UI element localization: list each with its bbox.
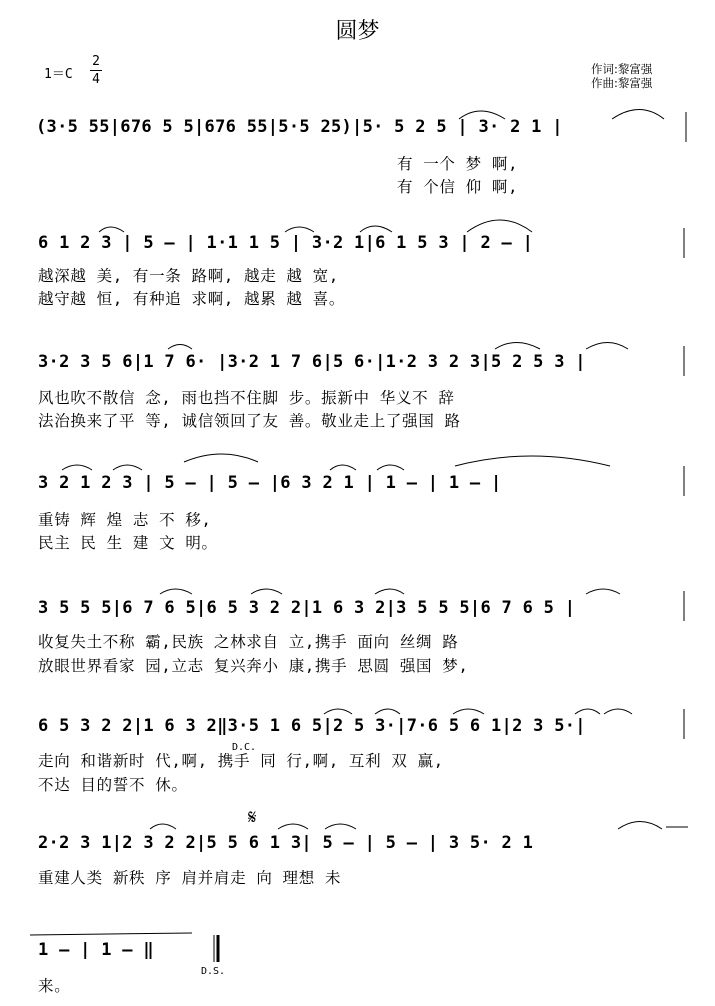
slur-1 [459,111,505,119]
slur-6 [467,220,532,232]
notes-system-7: 2·2 3 1|2 3 2 2|5 5 6 1 3| 5 – | 5 – | 3 5· 2 1 [38,833,534,853]
lyrics-system-8-verse-1: 来。 [38,977,71,995]
lyrics-system-1-verse-2: 有 个信 仰 啊, [397,178,519,196]
lyrics-system-6-verse-2: 不达 目的誓不 休。 [38,776,188,794]
lyrics-system-7-verse-1: 重建人类 新秩 序 肩并肩走 向 理想 未 [38,869,342,887]
slur-12 [184,454,258,462]
slur-17 [251,589,282,594]
lyrics-system-4-verse-2: 民主 民 生 建 文 明。 [38,534,218,552]
lyrics-system-5-verse-2: 放眼世界看家 园,立志 复兴奔小 康,携手 思圆 强国 梦, [38,657,469,675]
time-denominator: 4 [92,72,100,87]
slur-11 [113,465,142,470]
time-numerator: 2 [90,53,102,71]
notes-system-4: 3 2 1 2 3 | 5 – | 5 – |6 3 2 1 | 1 – | 1 – | [38,473,502,493]
song-title: 圆梦 [335,19,380,44]
slur-20 [324,709,352,714]
slur-26 [278,824,308,829]
lyrics-system-1-verse-1: 有 一个 梦 啊, [397,155,519,173]
slur-10 [62,465,92,470]
slur-3 [99,227,124,232]
lyrics-system-5-verse-1: 收复失土不称 霸,民族 之林求自 立,携手 面向 丝绸 路 [38,633,459,651]
notes-system-3: 3·2 3 5 6|1 7 6· |3·2 1 7 6|5 6·|1·2 3 2 3|5 2 5 3 | [38,352,586,372]
slur-28 [618,822,662,830]
slur-18 [375,589,404,594]
lyricist-credit: 作词:黎富强 [591,62,653,76]
dc-marking: D.C. [232,742,257,753]
slur-24 [604,709,632,714]
slur-22 [453,709,484,714]
notes-system-2: 6 1 2 3 | 5 – | 1·1 1 5 | 3·2 1|6 1 5 3 | 2 – | [38,233,534,253]
composer-credit: 作曲:黎富强 [591,76,653,90]
notes-system-1: (3·5 55|676 5 5|676 55|5·5 25)|5· 5 2 5 | 3· 2 1 | [36,117,563,137]
lyrics-system-2-verse-1: 越深越 美, 有一条 路啊, 越走 越 宽, [38,267,339,285]
slur-5 [360,226,392,232]
lyrics-system-2-verse-2: 越守越 恒, 有种追 求啊, 越累 越 喜。 [38,290,346,308]
lyrics-system-4-verse-1: 重铸 辉 煌 志 不 移, [38,511,212,529]
tie-line-end [30,933,192,935]
slur-16 [160,589,192,594]
slur-23 [575,709,600,714]
slur-15 [455,456,610,466]
slur-7 [168,345,192,350]
segno-icon: 𝄋 [248,805,257,829]
slur-19 [586,589,620,594]
slur-25 [150,824,176,829]
slur-27 [325,824,356,829]
notes-system-8: 1 – | 1 – ‖ [38,940,154,960]
slur-8 [495,343,540,350]
slur-21 [375,709,400,714]
slur-14 [377,465,404,470]
notes-system-6: 6 5 3 2 2|1 6 3 2‖3·5 1 6 5|2 5 3·|7·6 5 6 1|2 3 5·| [38,716,586,736]
slur-13 [330,465,356,470]
lyrics-system-3-verse-2: 法治换来了平 等, 诚信领回了友 善。敬业走上了强国 路 [38,412,461,430]
ds-marking: D.S. [201,966,226,977]
slur-4 [285,227,314,232]
lyrics-system-6-verse-1: 走向 和谐新时 代,啊, 携手 同 行,啊, 互利 双 赢, [38,752,444,770]
key-signature: 1＝C [44,67,73,82]
lyrics-system-3-verse-1: 风也吹不散信 念, 雨也挡不住脚 步。振新中 华义不 辞 [38,389,455,407]
slur-2 [612,110,664,120]
slur-9 [586,343,628,350]
notes-system-5: 3 5 5 5|6 7 6 5|6 5 3 2 2|1 6 3 2|3 5 5 5|6 7 6 5 | [38,598,576,618]
